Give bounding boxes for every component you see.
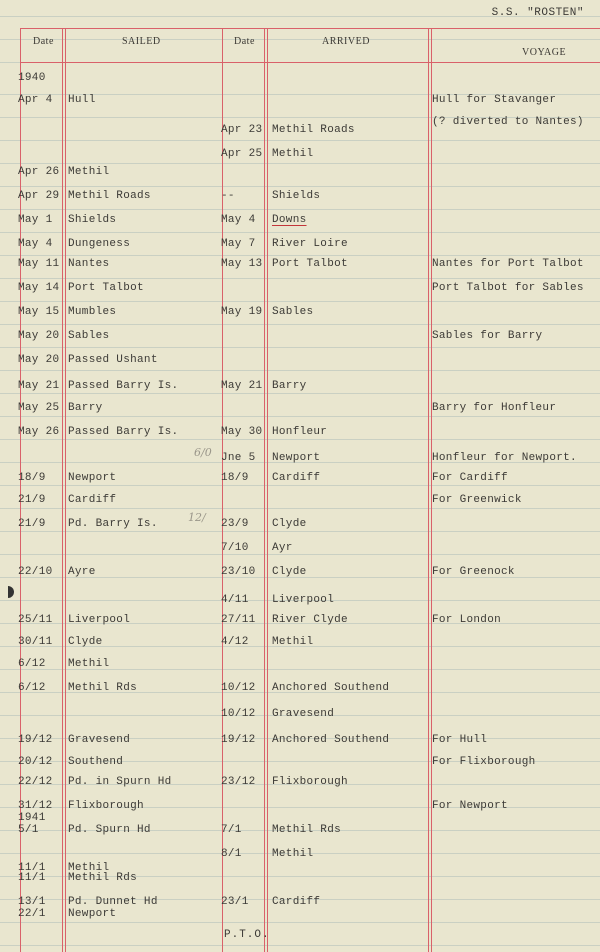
sailed-date: 11/1	[18, 872, 46, 884]
punch-hole-mark	[8, 586, 14, 598]
arrived-port: Barry	[272, 380, 307, 392]
sailed-date: 6/12	[18, 682, 46, 694]
arrived-date: Jne 5	[221, 452, 256, 464]
sailed-port: Port Talbot	[68, 282, 144, 294]
arrived-date: 7/10	[221, 542, 249, 554]
header-date-sailed: Date	[33, 36, 54, 47]
arrived-port: Ayr	[272, 542, 293, 554]
voyage-note: For Greenock	[432, 566, 515, 578]
arrived-date: 10/12	[221, 682, 256, 694]
arrived-date: 18/9	[221, 472, 249, 484]
arrived-date: Apr 23	[221, 124, 263, 136]
sailed-date: May 21	[18, 380, 60, 392]
sailed-port: Methil Roads	[68, 190, 151, 202]
sailed-date: May 11	[18, 258, 60, 270]
sailed-date: 18/9	[18, 472, 46, 484]
arrived-port: Sables	[272, 306, 314, 318]
sailed-port: Hull	[68, 94, 96, 106]
sailed-date: 22/1	[18, 908, 46, 920]
arrived-date: 19/12	[221, 734, 256, 746]
sailed-date: May 20	[18, 354, 60, 366]
column-rule-voyage	[428, 28, 429, 952]
arrived-date: 10/12	[221, 708, 256, 720]
sailed-date: 30/11	[18, 636, 53, 648]
arrived-port: Methil	[272, 848, 314, 860]
sailed-date: Apr 4	[18, 94, 53, 106]
sailed-date: 1940	[18, 72, 46, 84]
sailed-port: Methil	[68, 658, 110, 670]
sailed-port: Pd. Spurn Hd	[68, 824, 151, 836]
arrived-port: Port Talbot	[272, 258, 348, 270]
sailed-date: 22/10	[18, 566, 53, 578]
arrived-date: May 4	[221, 214, 256, 226]
sailed-date: Apr 29	[18, 190, 60, 202]
sailed-date: 21/9	[18, 518, 46, 530]
sailed-port: Mumbles	[68, 306, 117, 318]
arrived-date: 23/12	[221, 776, 256, 788]
voyage-note: For Flixborough	[432, 756, 536, 768]
arrived-date: Apr 25	[221, 148, 263, 160]
sailed-date: 6/12	[18, 658, 46, 670]
arrived-date: 23/9	[221, 518, 249, 530]
header-bottom-rule	[20, 62, 600, 63]
voyage-note: Nantes for Port Talbot	[432, 258, 584, 270]
sailed-date: 19/12	[18, 734, 53, 746]
sailed-port: Methil Rds	[68, 682, 138, 694]
sailed-date: May 14	[18, 282, 60, 294]
voyage-note: For Greenwick	[432, 494, 522, 506]
arrived-date: 27/11	[221, 614, 256, 626]
sailed-port: Passed Barry Is.	[68, 426, 179, 438]
arrived-date: May 19	[221, 306, 263, 318]
arrived-port: Newport	[272, 452, 321, 464]
sailed-port: Ayre	[68, 566, 96, 578]
voyage-note: Port Talbot for Sables	[432, 282, 584, 294]
header-date-arrived: Date	[234, 36, 255, 47]
sailed-date: May 25	[18, 402, 60, 414]
arrived-date: May 13	[221, 258, 263, 270]
column-rule-date2	[222, 28, 223, 952]
arrived-date: May 21	[221, 380, 263, 392]
sailed-port: Newport	[68, 908, 117, 920]
arrived-date: May 7	[221, 238, 256, 250]
arrived-date: --	[221, 190, 235, 202]
arrived-port: Gravesend	[272, 708, 335, 720]
header-voyage: VOYAGE	[522, 47, 567, 58]
arrived-date: 4/12	[221, 636, 249, 648]
sailed-port: Pd. Dunnet Hd	[68, 896, 158, 908]
sailed-port: Passed Ushant	[68, 354, 158, 366]
voyage-note: Sables for Barry	[432, 330, 543, 342]
arrived-port: River Loire	[272, 238, 348, 250]
arrived-port: Methil Rds	[272, 824, 342, 836]
sailed-port: Nantes	[68, 258, 110, 270]
arrived-date: 23/10	[221, 566, 256, 578]
arrived-port: Honfleur	[272, 426, 328, 438]
arrived-port: Methil Roads	[272, 124, 355, 136]
sailed-date: 21/9	[18, 494, 46, 506]
sailed-date: 1941	[18, 812, 46, 824]
arrived-date: 4/11	[221, 594, 249, 606]
voyage-note: For Newport	[432, 800, 508, 812]
sailed-port: Dungeness	[68, 238, 131, 250]
arrived-port: Downs	[272, 214, 307, 226]
sailed-date: 5/1	[18, 824, 39, 836]
sailed-date: 11/1	[18, 862, 46, 874]
sailed-port: Shields	[68, 214, 117, 226]
pencil-note: 12/	[188, 511, 206, 524]
sailed-port: Pd. in Spurn Hd	[68, 776, 172, 788]
arrived-date: 23/1	[221, 896, 249, 908]
arrived-port: Methil	[272, 148, 314, 160]
voyage-note: For Cardiff	[432, 472, 508, 484]
voyage-note: Hull for Stavanger	[432, 94, 557, 106]
sailed-date: May 1	[18, 214, 53, 226]
sailed-port: Sables	[68, 330, 110, 342]
arrived-port: Shields	[272, 190, 321, 202]
page-turn-note: P.T.O.	[224, 929, 270, 941]
sailed-port: Barry	[68, 402, 103, 414]
arrived-port: Anchored Southend	[272, 682, 390, 694]
pencil-note: 6/0	[194, 446, 212, 459]
arrived-port: Clyde	[272, 518, 307, 530]
sailed-port: Methil Rds	[68, 872, 138, 884]
sailed-date: 25/11	[18, 614, 53, 626]
sailed-port: Liverpool	[68, 614, 131, 626]
document-title: S.S. "ROSTEN"	[491, 7, 584, 19]
sailed-port: Newport	[68, 472, 117, 484]
sailed-date: 20/12	[18, 756, 53, 768]
header-arrived: ARRIVED	[322, 36, 370, 47]
sailed-date: May 4	[18, 238, 53, 250]
sailed-date: Apr 26	[18, 166, 60, 178]
voyage-note: For Hull	[432, 734, 488, 746]
arrived-date: May 30	[221, 426, 263, 438]
arrived-port: Clyde	[272, 566, 307, 578]
arrived-port: Cardiff	[272, 472, 321, 484]
voyage-note: Honfleur for Newport.	[432, 452, 577, 464]
sailed-date: 31/12	[18, 800, 53, 812]
voyage-note: For London	[432, 614, 502, 626]
sailed-port: Passed Barry Is.	[68, 380, 179, 392]
sailed-date: May 20	[18, 330, 60, 342]
sailed-port: Methil	[68, 862, 110, 874]
arrived-port: Methil	[272, 636, 314, 648]
sailed-date: May 26	[18, 426, 60, 438]
arrived-port: Cardiff	[272, 896, 321, 908]
sailed-port: Southend	[68, 756, 124, 768]
sailed-port: Flixborough	[68, 800, 144, 812]
column-rule-sailed	[62, 28, 63, 952]
arrived-port: Anchored Southend	[272, 734, 390, 746]
voyage-note: (? diverted to Nantes)	[432, 116, 584, 128]
column-rule-arrived	[264, 28, 265, 952]
sailed-port: Methil	[68, 166, 110, 178]
arrived-date: 8/1	[221, 848, 242, 860]
header-top-rule	[20, 28, 600, 29]
voyage-note: Barry for Honfleur	[432, 402, 557, 414]
sailed-port: Cardiff	[68, 494, 117, 506]
header-sailed: SAILED	[122, 36, 161, 47]
arrived-port: Liverpool	[272, 594, 335, 606]
arrived-date: 7/1	[221, 824, 242, 836]
arrived-port: River Clyde	[272, 614, 348, 626]
arrived-port: Flixborough	[272, 776, 348, 788]
sailed-date: May 15	[18, 306, 60, 318]
sailed-port: Pd. Barry Is.	[68, 518, 158, 530]
sailed-port: Clyde	[68, 636, 103, 648]
sailed-date: 22/12	[18, 776, 53, 788]
sailed-date: 13/1	[18, 896, 46, 908]
sailed-port: Gravesend	[68, 734, 131, 746]
